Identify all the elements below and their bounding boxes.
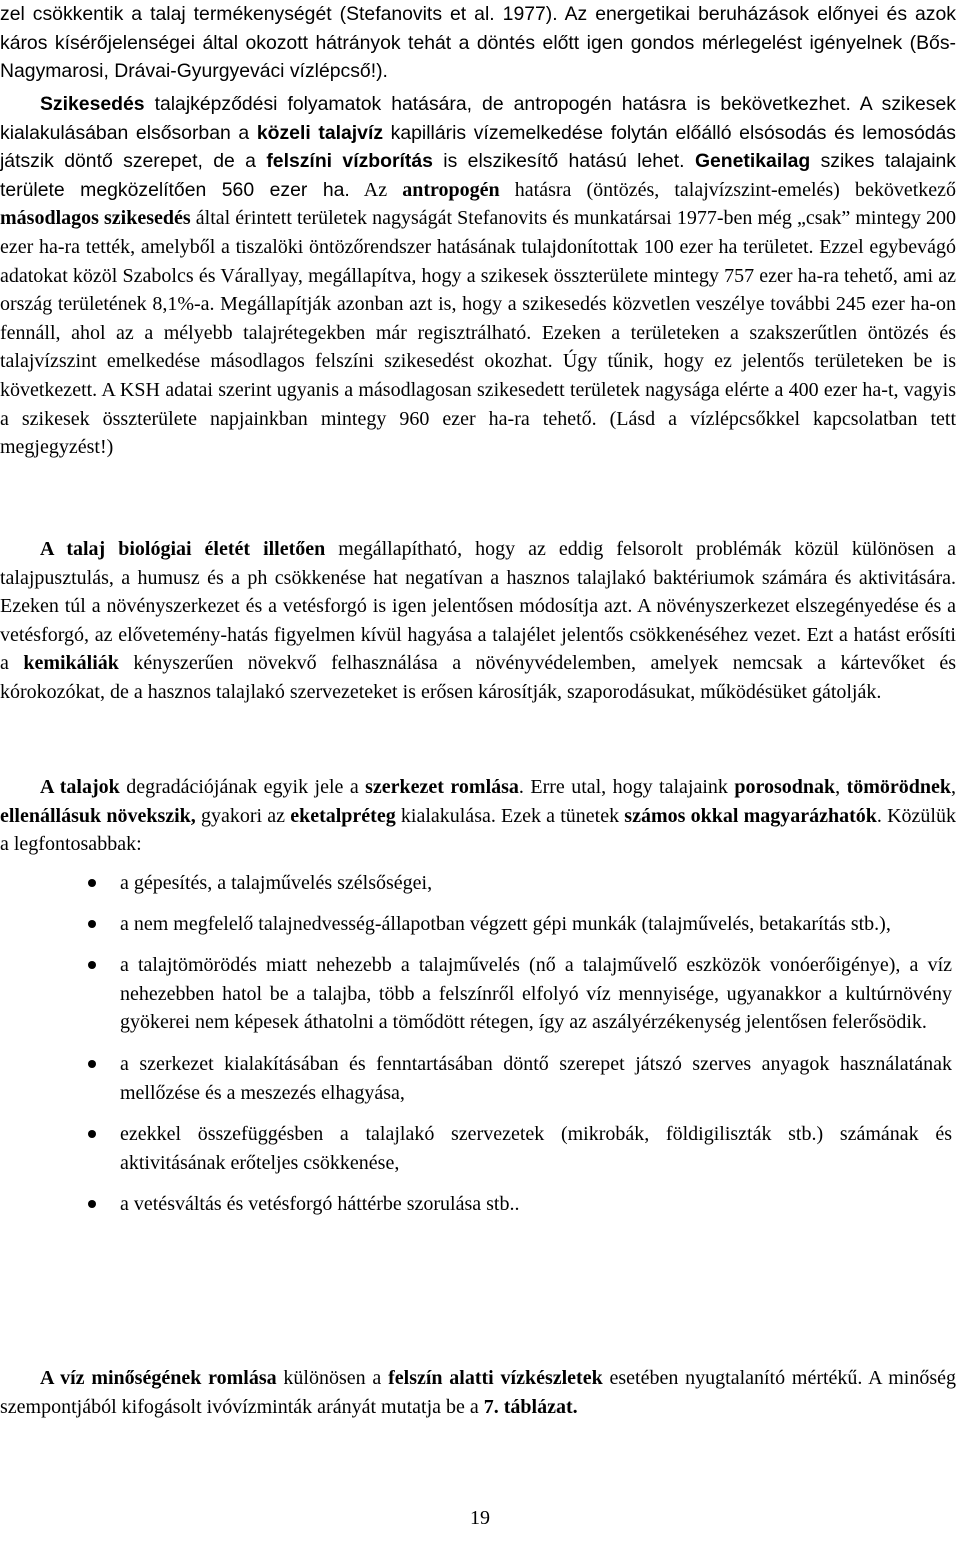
list-item-text: ezekkel összefüggésben a talajlakó szervezetek (mikrobák, földigiliszták stb.) számának és aktivitásának erőteljes csökkenése, bbox=[120, 1123, 952, 1174]
water-block bbox=[0, 1364, 956, 1421]
anthropogenic-term: antropogén bbox=[402, 178, 500, 201]
salinization-block bbox=[0, 90, 956, 462]
degradation-text-2: . Erre utal, hogy talajaink bbox=[518, 776, 735, 798]
list-item-text: a gépesítés, a talajművelés szélsőségei, bbox=[120, 872, 433, 894]
bullet-icon bbox=[88, 961, 96, 969]
salinization-text-4: szikes talajaink területe megközelítően 560 ezer ha. bbox=[0, 150, 956, 201]
degradation-text-4: kialakulása. Ezek a tünetek bbox=[395, 804, 625, 827]
soils-term: A talajok bbox=[40, 776, 120, 798]
degradation-block bbox=[0, 773, 956, 859]
degradation-text-1: degradációjának egyik jele a bbox=[119, 776, 366, 798]
list-item-text: a vetésváltás és vetésforgó háttérbe szorulása stb.. bbox=[120, 1193, 520, 1216]
bullet-icon bbox=[88, 1130, 96, 1138]
list-item bbox=[0, 1120, 956, 1177]
reasons-term: számos okkal magyarázhatók bbox=[624, 804, 877, 827]
bullet-icon bbox=[88, 1200, 96, 1208]
list-item-text: a nem megfelelő talajnedvesség-állapotban végzett gépi munkák (talajművelés, betakarítás stb.), bbox=[120, 912, 891, 935]
groundwater-reserves-term: felszín alatti vízkészletek bbox=[388, 1367, 603, 1389]
salinization-text-3: is elszikesítő hatású lehet. bbox=[432, 150, 695, 173]
salinization-term: Szikesedés bbox=[40, 93, 145, 115]
secondary-salinization-term: másodlagos szikesedés bbox=[0, 207, 191, 230]
list-item bbox=[0, 910, 956, 939]
degradation-text-3: gyakori az bbox=[195, 804, 291, 827]
biology-text-1: megállapítható, hogy az eddig felsorolt problémák közül különösen a talajpusztulás, a humusz és a ph csökkenése hat negatívan a hasznos talajlakó baktériumok számára és aktivitására. Ezeken túl a növényszerkezet és a vetésforgó is igen jelentősen módosítja azt. A növényszerkezet elszegényedése és a vetésforgó, az elővetemény-hatás figyelmen kívül hagyása a talajélet jelentős csökkenéséhez vezet. Ezt a hatást erősíti a bbox=[0, 538, 956, 675]
bullet-icon bbox=[88, 879, 96, 887]
groundwater-term: közeli talajvíz bbox=[256, 121, 384, 144]
bullet-icon bbox=[88, 920, 96, 928]
list-item bbox=[0, 1050, 956, 1107]
water-paragraph bbox=[0, 1364, 956, 1421]
intro-block bbox=[0, 0, 956, 86]
salinization-text-1: talajképződési folyamatok hatására, de antropogén hatásra is bekövetkezhet. A szikesek kialakulásában elsősorban a bbox=[0, 93, 956, 144]
page-number: 19 bbox=[470, 1507, 490, 1529]
intro-text: zel csökkentik a talaj termékenységét (Stefanovits et al. 1977). Az energetikai beruházások előnyei és azok káros kísérőjelenségei által okozott hátrányok tehát a döntés előtt igen gondos mérlegelést igényelnek (Bős-Nagymarosi, Drávai-Gyurgyeváci vízlépcső!). bbox=[0, 3, 956, 83]
resistance-term: ellenállásuk növekszik, bbox=[0, 804, 196, 827]
degradation-sep-2: , bbox=[951, 776, 957, 798]
biology-paragraph bbox=[0, 535, 956, 707]
compaction-term: tömörödnek bbox=[846, 776, 952, 798]
biology-heading: A talaj biológiai életét illetően bbox=[40, 538, 326, 560]
table-reference: 7. táblázat. bbox=[483, 1395, 578, 1418]
chemicals-term: kemikáliák bbox=[23, 652, 119, 675]
biology-block bbox=[0, 535, 956, 707]
salinization-text-6: hatásra (öntözés, talajvízszint-emelés) bekövetkező bbox=[499, 178, 957, 201]
degradation-paragraph bbox=[0, 773, 956, 859]
degradation-sep-1: , bbox=[835, 776, 847, 798]
list-item bbox=[0, 951, 956, 1037]
list-item-text: a szerkezet kialakításában és fenntartásában döntő szerepet játszó szerves anyagok használatának mellőzése és a meszezés elhagyása, bbox=[120, 1052, 952, 1104]
list-item bbox=[0, 869, 956, 898]
bullet-icon bbox=[88, 1060, 96, 1068]
list-item-text: a talajtömörödés miatt nehezebb a talajművelés (nő a talajművelő eszközök vonóerőigénye), a víz nehezebben hatol be a talajba, több a felszínről elfolyó víz mennyisége, ugyanakkor a kultúrnövény gyökerei nem képesek áthatolni a tömődött rétegen, így az aszályérzékenység jelentősen felerősödik. bbox=[120, 954, 952, 1034]
surface-water-term: felszíni vízborítás bbox=[266, 150, 433, 173]
water-text-2: esetében nyugtalanító mértékű. A minőség szempontjából kifogásolt ivóvízminták arányát mutatja be a bbox=[0, 1367, 956, 1418]
structure-term: szerkezet romlása bbox=[365, 776, 519, 798]
degradation-text-5: . Közülük a legfontosabbak: bbox=[0, 804, 956, 856]
salinization-paragraph bbox=[0, 90, 956, 462]
intro-paragraph bbox=[0, 0, 956, 86]
salinization-text-2: kapilláris vízemelkedése folytán előálló elsósodás és lemosódás játszik döntő szerepet, de a bbox=[0, 121, 956, 173]
plough-pan-term: eketalpréteg bbox=[290, 804, 396, 827]
water-text-1: különösen a bbox=[276, 1367, 389, 1389]
genetic-term: Genetikailag bbox=[694, 150, 811, 173]
biology-text-2: kényszerűen növekvő felhasználása a növényvédelemben, amelyek nemcsak a kártevőket és kórokozókat, de a hasznos talajlakó szervezeteket is erősen károsítják, szaporodásukat, működésüket gátolják. bbox=[0, 652, 956, 703]
water-quality-term: A víz minőségének romlása bbox=[40, 1367, 277, 1389]
salinization-text-7: által érintett területek nagyságát Stefanovits és munkatársai 1977-ben még „csak” mintegy 200 ezer ha-ra tették, amelyből a tiszalöki öntözőrendszer hatásának tulajdonítottak 100 ezer ha területet. Ezzel egybevágó adatokat közöl Szabolcs és Várallyay, megállapítva, hogy a szikesek összterülete mintegy 757 ezer ha-ra tehető, ami az ország területének 8,1%-a. Megállapítják azonban azt is, hogy a szikesedés közvetlen veszélye további 245 ezer ha-on fennáll, ahol az a mélyebb talajrétegekben már regisztrálható. Ezeken a területeken a szakszerűtlen öntözés és talajvízszint emelkedése másodlagos felszíni szikesedést okozhat. Úgy tűnik, hogy ez jelentős területeken be is következett. A KSH adatai szerint ugyanis a másodlagosan szikesedett területek nagysága elérte a 400 ezer ha-t, vagyis a szikesek összterülete napjainkban mintegy 960 ezer ha-ra tehető. (Lásd a vízlépcsőkkel kapcsolatban tett megjegyzést!) bbox=[0, 207, 956, 459]
list-item bbox=[0, 1190, 956, 1219]
salinization-text-5: Az bbox=[349, 178, 403, 201]
dusting-term: porosodnak bbox=[734, 776, 836, 798]
causes-list bbox=[0, 869, 956, 1219]
